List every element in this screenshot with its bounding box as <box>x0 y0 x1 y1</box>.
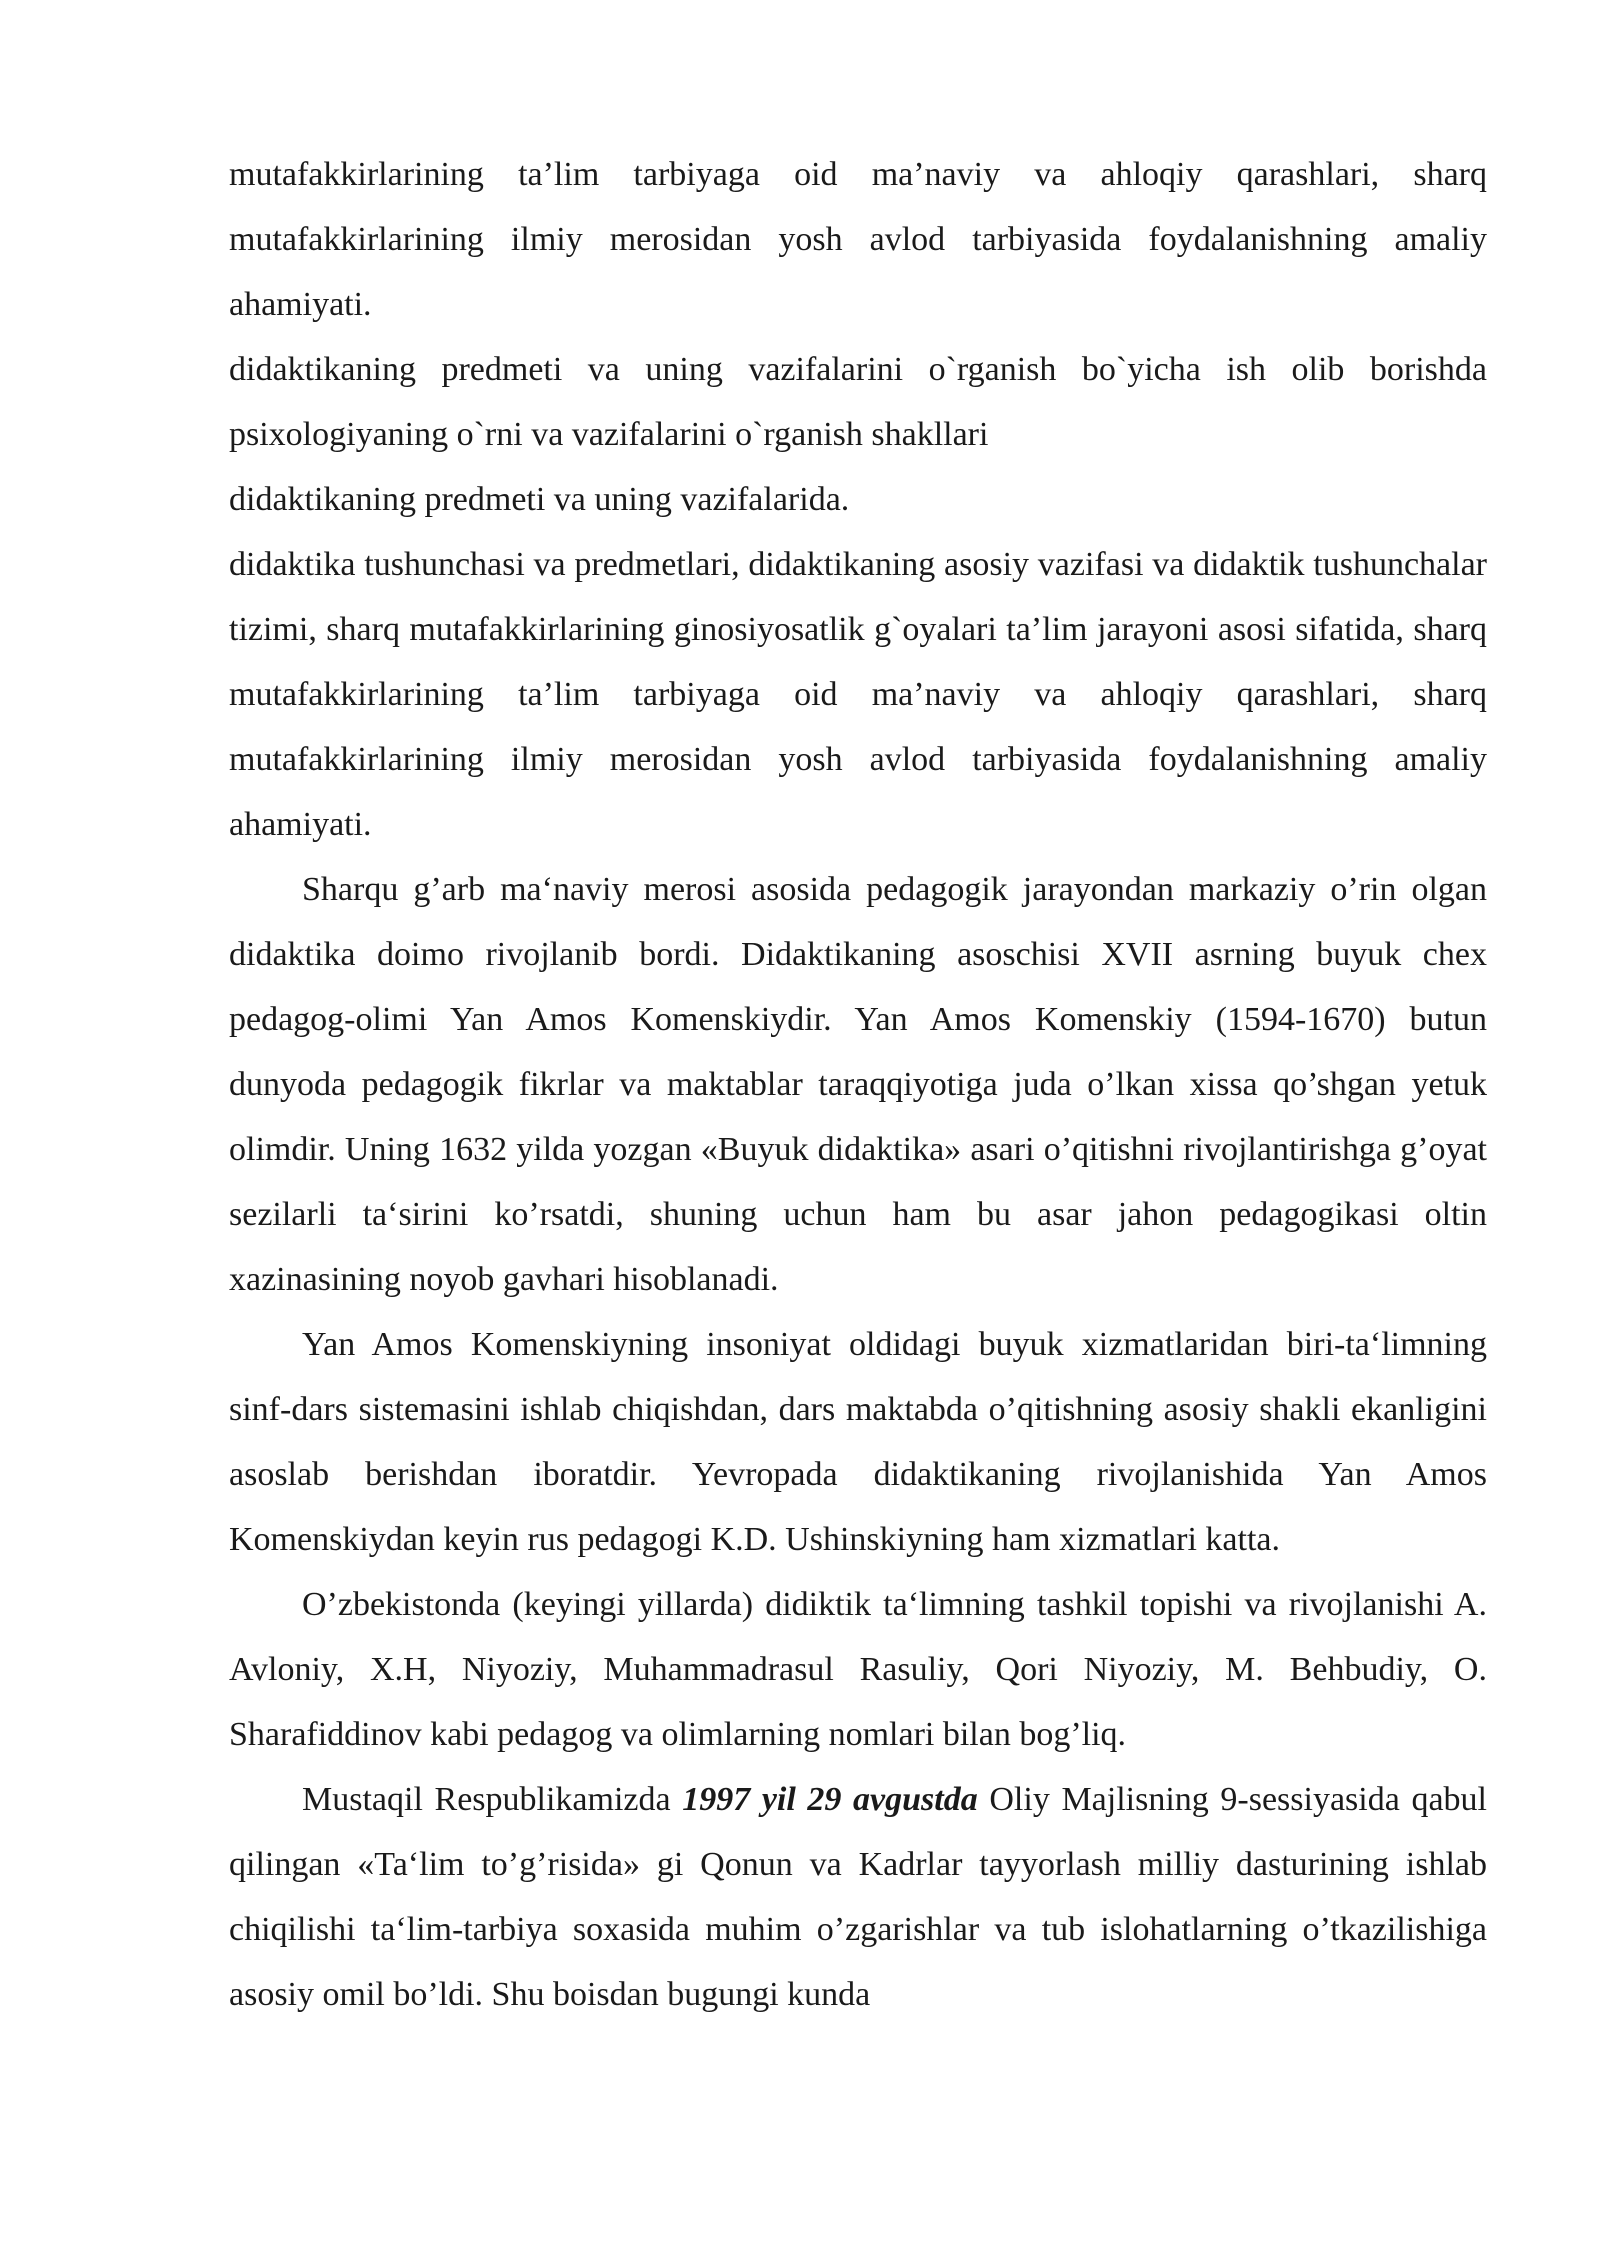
paragraph-4: didaktika tushunchasi va predmetlari, didaktikaning asosiy vazifasi va didaktik tushunchalar tizimi, sharq mutafakkirlarining ginosiyosatlik g`oyalari ta’lim jarayoni asosi sifatida, sharq mutafakkirlarining ta’lim tarbiyaga oid ma’naviy va ahloqiy qarashlari, sharq mutafakkirlarining ilmiy merosidan yosh avlod tarbiyasida foydalanishning amaliy ahamiyati. <box>229 546 1487 843</box>
paragraph-8-lead: Mustaqil Respublikamizda <box>302 1781 683 1818</box>
paragraph-8-rest: Oliy Majlisning 9-sessiyasida qabul qilingan «Ta‘lim to’g’risida» gi Qonun va Kadrlar tayyorlash milliy dasturining ishlab chiqilishi ta‘lim-tarbiya soxasida muhim o’zgarishlar va tub islohatlarning o’tkazilishiga asosiy omil bo’ldi. Shu boisdan bugungi kunda <box>229 1781 1487 2013</box>
paragraph-5: Sharqu g’arb ma‘naviy merosi asosida pedagogik jarayondan markaziy o’rin olgan didaktika doimo rivojlanib bordi. Didaktikaning asoschisi XVII asrning buyuk chex pedagog-olimi Yan Amos Komenskiydir. Yan Amos Komenskiy (1594-1670) butun dunyoda pedagogik fikrlar va maktablar taraqqiyotiga juda o’lkan xissa qo’shgan yetuk olimdir. Uning 1632 yilda yozgan «Buyuk didaktika» asari o’qitishni rivojlantirishga g’oyat sezilarli ta‘sirini ko’rsatdi, shuning uchun ham bu asar jahon pedagogikasi oltin xazinasining noyob gavhari hisoblanadi. <box>229 871 1487 1298</box>
document-page <box>229 142 1487 2027</box>
paragraph-2: didaktikaning predmeti va uning vazifalarini o`rganish bo`yicha ish olib borishda psixologiyaning o`rni va vazifalarini o`rganish shakllari <box>229 351 1487 453</box>
paragraph-6: Yan Amos Komenskiyning insoniyat oldidagi buyuk xizmatlaridan biri-ta‘limning sinf-dars sistemasini ishlab chiqishdan, dars maktabda o’qitishning asosiy shakli ekanligini asoslab berishdan iboratdir. Yevropada didaktikaning rivojlanishida Yan Amos Komenskiydan keyin rus pedagogi K.D. Ushinskiyning ham xizmatlari katta. <box>229 1326 1487 1558</box>
emphasized-date: 1997 yil 29 avgustda <box>682 1781 978 1818</box>
paragraph-7: O’zbekistonda (keyingi yillarda) didiktik ta‘limning tashkil topishi va rivojlanishi A. Avloniy, X.H, Niyoziy, Muhammadrasul Rasuliy, Qori Niyoziy, M. Behbudiy, O. Sharafiddinov kabi pedagog va olimlarning nomlari bilan bog’liq. <box>229 1586 1487 1753</box>
paragraph-1: mutafakkirlarining ta’lim tarbiyaga oid ma’naviy va ahloqiy qarashlari, sharq mutafakkirlarining ilmiy merosidan yosh avlod tarbiyasida foydalanishning amaliy ahamiyati. <box>229 156 1487 323</box>
paragraph-8 <box>229 1767 1487 2027</box>
paragraph-3: didaktikaning predmeti va uning vazifalarida. <box>229 481 850 518</box>
